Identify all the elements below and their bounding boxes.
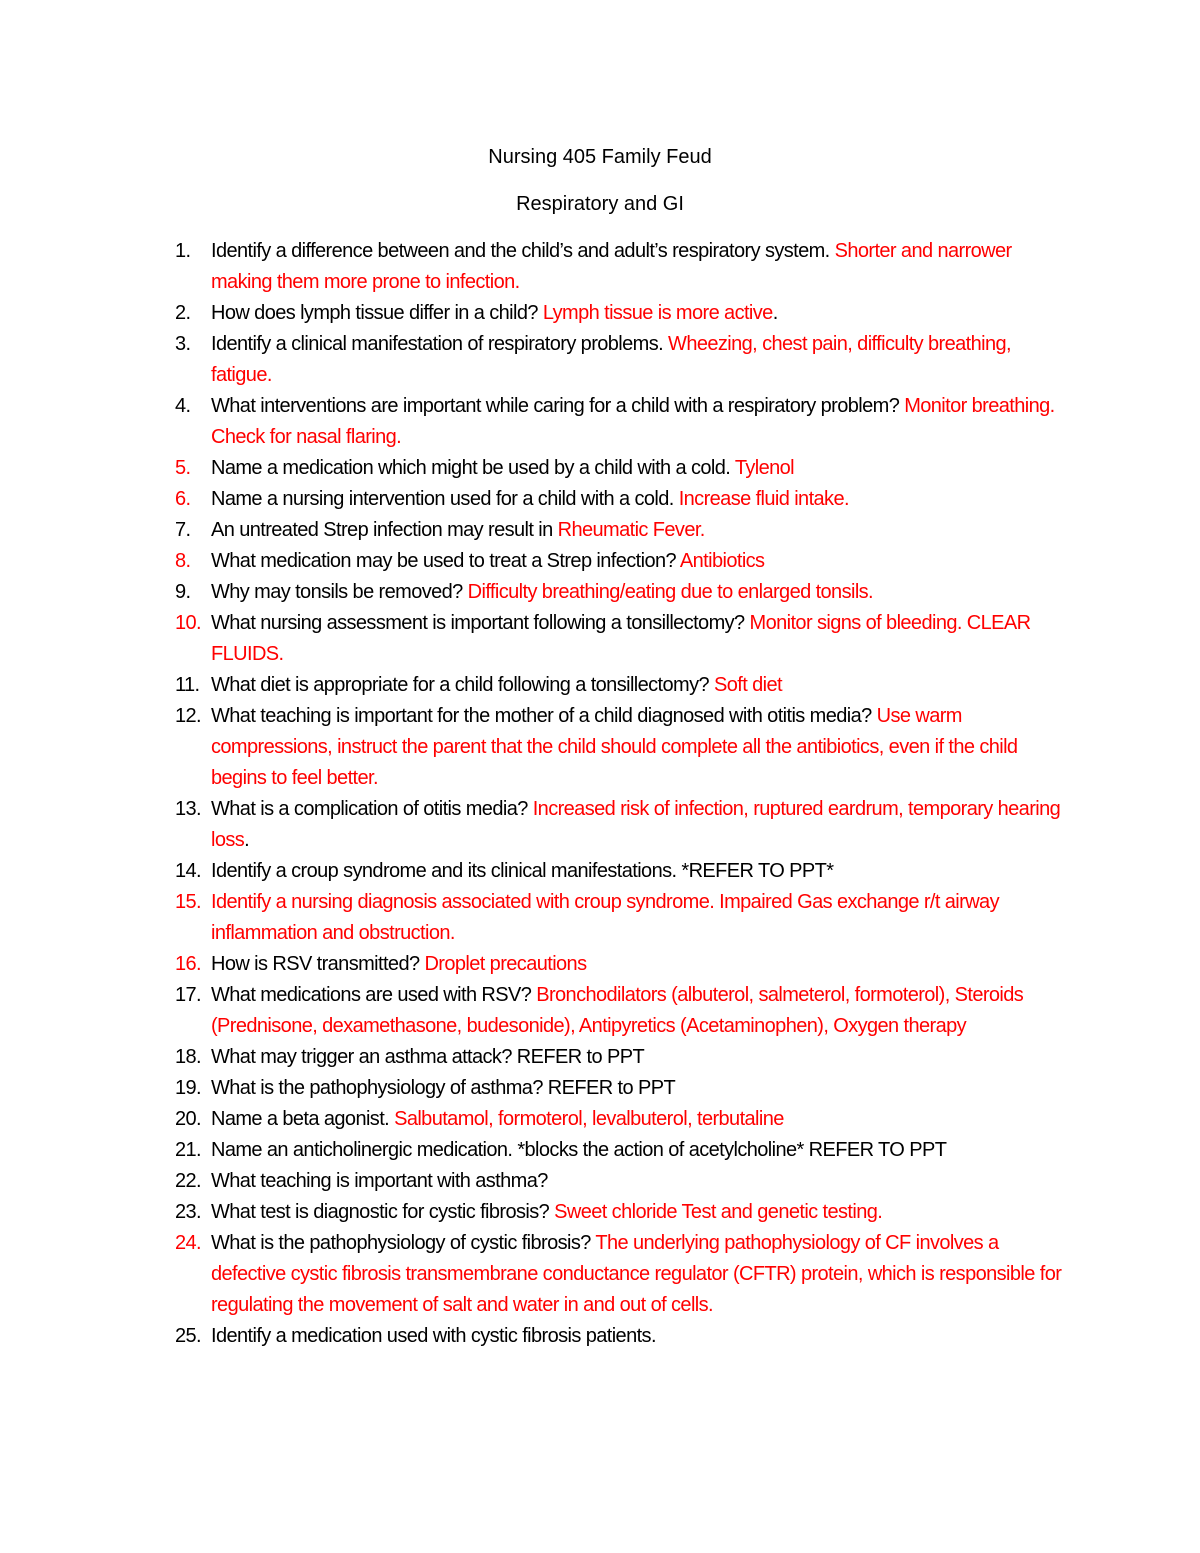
answer-text: Salbutamol, formoterol, levalbuterol, terbutaline	[394, 1108, 784, 1130]
answer-text: Shorter and narrower making them more prone to infection.	[211, 240, 1012, 293]
question-number: 1.	[175, 240, 191, 262]
answer-text: Impaired Gas exchange r/t airway inflammation and obstruction.	[211, 891, 999, 944]
question-item	[175, 484, 1075, 515]
question-number: 3.	[175, 333, 191, 355]
question-item	[175, 453, 1075, 484]
question-number: 21.	[175, 1139, 202, 1161]
answer-text: Monitor signs of bleeding. CLEAR FLUIDS.	[211, 612, 1031, 665]
question-item	[175, 236, 1075, 298]
question-text: Identify a clinical manifestation of respiratory problems.	[211, 333, 669, 355]
question-item	[175, 1228, 1075, 1321]
question-item	[175, 515, 1075, 546]
question-item	[175, 794, 1075, 856]
question-number: 19.	[175, 1077, 202, 1099]
question-text: Name a beta agonist.	[211, 1108, 395, 1130]
answer-text: Use warm compressions, instruct the parent that the child should complete all the antibiotics, even if the child begins to feel better.	[211, 705, 1018, 789]
question-text: An untreated Strep infection may result in	[211, 519, 558, 541]
answer-text: Increase fluid intake.	[678, 488, 849, 510]
question-text: What diet is appropriate for a child following a tonsillectomy?	[211, 674, 714, 696]
question-text: Identify a nursing diagnosis associated with croup syndrome.	[211, 891, 720, 913]
question-text: What is a complication of otitis media?	[211, 798, 533, 820]
question-number: 7.	[175, 519, 191, 541]
answer-text: Droplet precautions	[424, 953, 587, 975]
question-text: Name an anticholinergic medication. *blocks the action of acetylcholine* REFER TO PPT	[211, 1139, 947, 1161]
answer-text: Bronchodilators (albuterol, salmeterol, formoterol), Steroids (Prednisone, dexamethasone, budesonide), Antipyretics (Acetaminophen), Oxygen therapy	[211, 984, 1024, 1037]
question-number: 24.	[175, 1232, 202, 1254]
question-text: Identify a croup syndrome and its clinical manifestations. *REFER TO PPT*	[211, 860, 834, 882]
answer-text: Increased risk of infection, ruptured eardrum, temporary hearing loss	[211, 798, 1061, 851]
question-item	[175, 1321, 1075, 1352]
trailing-punctuation: .	[244, 829, 250, 851]
question-number: 15.	[175, 891, 202, 913]
question-item	[175, 949, 1075, 980]
document-title: Nursing 405 Family Feud	[488, 146, 712, 168]
question-item	[175, 298, 1075, 329]
question-number: 13.	[175, 798, 202, 820]
question-text: What is the pathophysiology of cystic fibrosis?	[211, 1232, 596, 1254]
question-text: Identify a medication used with cystic fibrosis patients.	[211, 1325, 656, 1347]
question-number: 4.	[175, 395, 191, 417]
question-number: 10.	[175, 612, 202, 634]
question-text: Name a nursing intervention used for a child with a cold.	[211, 488, 679, 510]
question-number: 8.	[175, 550, 191, 572]
answer-text: The underlying pathophysiology of CF involves a defective cystic fibrosis transmembrane conductance regulator (CFTR) protein, which is responsible for regulating the movement of salt and water in and out of cells.	[211, 1232, 1062, 1316]
question-text: What interventions are important while caring for a child with a respiratory problem?	[211, 395, 905, 417]
answer-text: Antibiotics	[679, 550, 765, 572]
question-number: 11.	[175, 674, 200, 696]
question-number: 17.	[175, 984, 202, 1006]
answer-text: Soft diet	[713, 674, 782, 696]
question-number: 14.	[175, 860, 202, 882]
question-item	[175, 391, 1075, 453]
answer-text: Monitor breathing. Check for nasal flaring.	[211, 395, 1055, 448]
question-number: 25.	[175, 1325, 202, 1347]
question-number: 5.	[175, 457, 191, 479]
question-item	[175, 856, 1075, 887]
question-text: Name a medication which might be used by a child with a cold.	[211, 457, 735, 479]
question-text: What may trigger an asthma attack? REFER to PPT	[211, 1046, 645, 1068]
question-text: What medications are used with RSV?	[211, 984, 537, 1006]
question-number: 16.	[175, 953, 202, 975]
answer-text: Lymph tissue is more active	[542, 302, 773, 324]
question-item	[175, 1104, 1075, 1135]
question-text: What is the pathophysiology of asthma? REFER to PPT	[211, 1077, 676, 1099]
question-number: 22.	[175, 1170, 202, 1192]
question-item	[175, 980, 1075, 1042]
question-number: 6.	[175, 488, 191, 510]
answer-text: Rheumatic Fever.	[557, 519, 705, 541]
trailing-punctuation: .	[772, 302, 778, 324]
question-item	[175, 608, 1075, 670]
question-text: How is RSV transmitted?	[211, 953, 425, 975]
question-text: How does lymph tissue differ in a child?	[211, 302, 543, 324]
question-item	[175, 1166, 1075, 1197]
question-item	[175, 1073, 1075, 1104]
question-text: Identify a difference between and the child’s and adult’s respiratory system.	[211, 240, 835, 262]
question-item	[175, 701, 1075, 794]
answer-text: Wheezing, chest pain, difficulty breathing, fatigue.	[211, 333, 1011, 386]
question-number: 9.	[175, 581, 191, 603]
question-number: 2.	[175, 302, 191, 324]
question-item	[175, 546, 1075, 577]
question-item	[175, 1197, 1075, 1228]
answer-text: Difficulty breathing/eating due to enlarged tonsils.	[467, 581, 874, 603]
question-number: 20.	[175, 1108, 202, 1130]
question-item	[175, 670, 1075, 701]
question-text: What teaching is important with asthma?	[211, 1170, 548, 1192]
question-number: 18.	[175, 1046, 202, 1068]
question-text: What nursing assessment is important following a tonsillectomy?	[211, 612, 750, 634]
question-item	[175, 887, 1075, 949]
document-subtitle: Respiratory and GI	[516, 193, 684, 215]
question-text: Why may tonsils be removed?	[211, 581, 468, 603]
question-number: 23.	[175, 1201, 202, 1223]
question-list	[175, 236, 1075, 1352]
question-item	[175, 1135, 1075, 1166]
question-text: What test is diagnostic for cystic fibrosis?	[211, 1201, 555, 1223]
answer-text: Sweet chloride Test and genetic testing.	[554, 1201, 883, 1223]
question-item	[175, 329, 1075, 391]
question-item	[175, 577, 1075, 608]
question-item	[175, 1042, 1075, 1073]
question-text: What teaching is important for the mother of a child diagnosed with otitis media?	[211, 705, 877, 727]
question-text: What medication may be used to treat a Strep infection?	[211, 550, 680, 572]
answer-text: Tylenol	[734, 457, 795, 479]
question-number: 12.	[175, 705, 202, 727]
